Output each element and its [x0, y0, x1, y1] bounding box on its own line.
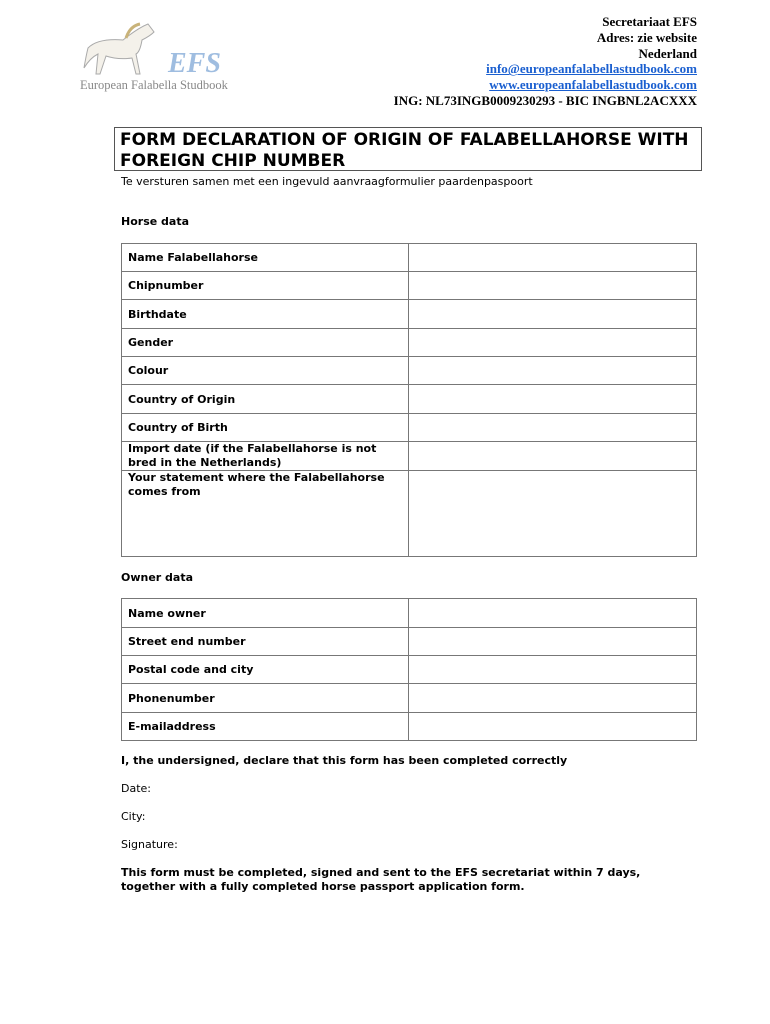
field-label: Import date (if the Falabellahorse is not bred in the Netherlands) — [122, 442, 409, 471]
page-title: FORM DECLARATION OF ORIGIN OF FALABELLAHORSE WITH FOREIGN CHIP NUMBER — [114, 127, 702, 171]
field-label: Phonenumber — [122, 684, 409, 713]
field-label: Postal code and city — [122, 656, 409, 684]
field-input[interactable] — [409, 656, 697, 684]
field-input[interactable] — [409, 300, 697, 329]
field-label: E-mailaddress — [122, 713, 409, 741]
logo-mark: EFS — [168, 48, 221, 79]
field-label: Your statement where the Falabellahorse comes from — [122, 471, 409, 557]
email-link[interactable]: info@europeanfalabellastudbook.com — [486, 61, 697, 77]
owner-data-heading: Owner data — [121, 571, 194, 584]
address-line: Adres: zie website — [596, 29, 697, 45]
footer-note: This form must be completed, signed and sent to the EFS secretariat within 7 days, together with a fully completed horse passport application form. — [121, 866, 641, 893]
field-input[interactable] — [409, 599, 697, 628]
field-input[interactable] — [409, 414, 697, 442]
date-label: Date: — [121, 782, 151, 795]
horse-data-table — [121, 243, 697, 557]
efs-logo — [78, 18, 238, 98]
field-label: Country of Birth — [122, 414, 409, 442]
subtitle: Te versturen samen met een ingevuld aanvraagformulier paardenpaspoort — [121, 175, 533, 188]
field-input[interactable] — [409, 385, 697, 414]
city-label: City: — [121, 810, 146, 823]
field-input[interactable] — [409, 357, 697, 385]
address-line: Nederland — [638, 45, 697, 61]
field-input[interactable] — [409, 442, 697, 471]
field-label: Country of Origin — [122, 385, 409, 414]
field-label: Name owner — [122, 599, 409, 628]
field-label: Chipnumber — [122, 272, 409, 300]
signature-label: Signature: — [121, 838, 178, 851]
field-label: Birthdate — [122, 300, 409, 329]
field-input[interactable] — [409, 684, 697, 713]
logo-text: European Falabella Studbook — [80, 78, 228, 92]
field-input[interactable] — [409, 244, 697, 272]
field-label: Street end number — [122, 628, 409, 656]
field-label: Gender — [122, 329, 409, 357]
declaration-text: I, the undersigned, declare that this form has been completed correctly — [121, 754, 568, 767]
field-input[interactable] — [409, 329, 697, 357]
field-input[interactable] — [409, 471, 697, 557]
horse-icon — [78, 18, 168, 80]
address-line: Secretariaat EFS — [602, 14, 697, 29]
field-label: Colour — [122, 357, 409, 385]
bank-details: ING: NL73INGB0009230293 - BIC INGBNL2ACXXX — [393, 92, 697, 108]
sender-address — [394, 14, 697, 109]
website-link[interactable]: www.europeanfalabellastudbook.com — [489, 77, 697, 93]
field-input[interactable] — [409, 628, 697, 656]
field-input[interactable] — [409, 713, 697, 741]
owner-data-table — [121, 598, 697, 741]
field-label: Name Falabellahorse — [122, 244, 409, 272]
field-input[interactable] — [409, 272, 697, 300]
horse-data-heading: Horse data — [121, 215, 190, 228]
